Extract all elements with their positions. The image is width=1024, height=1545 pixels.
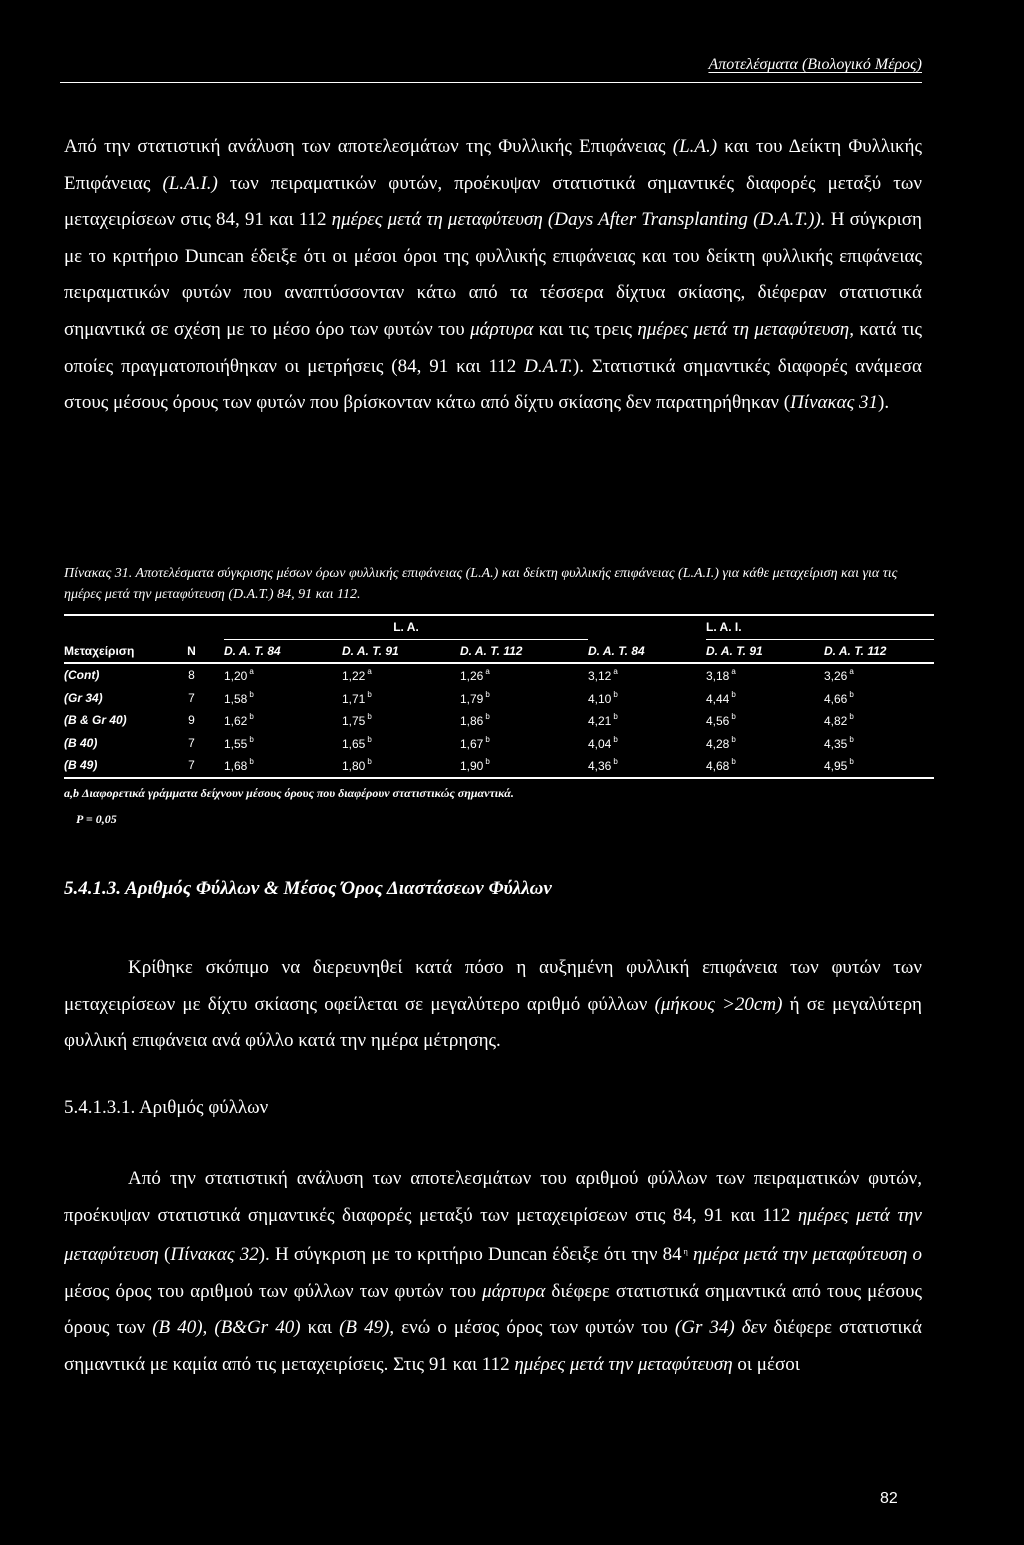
paragraph-leaf-number-intro	[64, 950, 922, 1060]
text: ). Η σύγκριση με το κριτήριο Duncan έδειξε ότι την 84	[258, 1244, 682, 1266]
letter: a	[849, 667, 854, 677]
column-header: D. A. T. 84	[588, 639, 706, 663]
cell	[588, 709, 706, 732]
value: 3,26	[824, 669, 848, 684]
cell	[824, 732, 934, 755]
row-n: 7	[188, 690, 195, 705]
text: διέφερε στατιστικά σημαντικά από τους μέσους όρους των	[64, 1280, 922, 1339]
text: διέφερε στατιστικά σημαντικά με καμία από τις μεταχειρίσεις. Στις 91 και 112	[64, 1317, 922, 1375]
column-header: D. A. T. 91	[342, 639, 460, 663]
value: 1,79	[460, 691, 484, 706]
cell	[588, 663, 706, 687]
text: Η σύγκριση με το κριτήριο Duncan έδειξε ότι οι μέσοι όροι της φυλλικής επιφάνειας και του δείκτη φυλλικής επιφάνειας πειραματικών φυτών που αναπτύσσονταν κάτω από τα τέσσερα δίχτυα σκίασης, διέφεραν στατιστικά σημαντικά σε σχέση με το μέσο όρο των φυτών του	[64, 209, 922, 340]
table-row	[64, 732, 934, 755]
row-treatment: (B 40)	[64, 735, 98, 750]
value: 4,21	[588, 714, 612, 729]
row-n: 9	[188, 713, 195, 728]
cell	[342, 732, 460, 755]
ordinal: η	[683, 1247, 688, 1257]
text: Κρίθηκε σκόπιμο να διερευνηθεί κατά πόσο η αυξημένη φυλλική επιφάνεια των φυτών των μεταχειρίσεων με δίχτυ σκίασης οφείλεται σε μεγαλύτερο αριθμό φύλλων	[64, 957, 922, 1015]
letter: b	[367, 734, 372, 744]
paragraph-leaf-area-results	[64, 129, 922, 422]
text: (μήκους >20cm)	[654, 993, 783, 1015]
text: ημέρες μετά τη μεταφύτευση	[637, 318, 850, 340]
text: D.A.T.	[524, 355, 573, 377]
value: 4,44	[706, 691, 730, 706]
letter: b	[849, 712, 854, 722]
table-row	[64, 754, 934, 778]
column-header-n: N	[159, 639, 224, 663]
text: (L.A.)	[672, 136, 718, 157]
letter: a	[367, 667, 372, 677]
value: 1,65	[342, 736, 366, 751]
row-treatment: (Gr 34)	[64, 690, 103, 705]
column-header: D. A. T. 112	[460, 639, 588, 663]
text: (	[158, 1244, 171, 1266]
letter: b	[613, 689, 618, 699]
cell	[460, 732, 588, 755]
value: 1,26	[460, 669, 484, 684]
cell	[824, 663, 934, 687]
row-n: 7	[159, 754, 224, 778]
row-n: 7	[188, 735, 195, 750]
table-group-header	[64, 615, 934, 639]
letter: b	[249, 757, 254, 767]
value: 1,71	[342, 691, 366, 706]
table-row	[64, 709, 934, 732]
text: Από την στατιστική ανάλυση των αποτελεσμάτων της Φυλλικής Επιφάνειας	[64, 136, 673, 157]
text: , κατά τις οποίες πραγματοποιήθηκαν οι μετρήσεις (84, 91 και 112	[64, 318, 922, 377]
value: 4,82	[824, 714, 848, 729]
value: 4,10	[588, 691, 612, 706]
letter: a	[613, 667, 618, 677]
cell	[342, 663, 460, 687]
caption-label: Πίνακας 31.	[64, 566, 133, 581]
value: 1,67	[460, 736, 484, 751]
value: 1,58	[224, 691, 248, 706]
results-table	[64, 614, 934, 779]
text: και τις τρεις	[533, 318, 638, 340]
column-header: D. A. T. 84	[224, 639, 342, 663]
note-significance: a,b Διαφορετικά γράμματα δείχνουν μέσους όρους που διαφέρουν στατιστικώς σημαντικά.	[64, 786, 514, 800]
text: ημέρες μετά την μεταφύτευση	[64, 1204, 922, 1266]
cell	[460, 687, 588, 710]
cell	[342, 687, 460, 710]
text: ημέρα μετά την μεταφύτευση ο	[693, 1244, 923, 1266]
letter: b	[485, 757, 490, 767]
cell	[460, 709, 588, 732]
letter: a	[249, 667, 254, 677]
letter: b	[613, 734, 618, 744]
text: (B 40), (B&Gr 40)	[152, 1317, 301, 1339]
letter: b	[367, 757, 372, 767]
letter: b	[367, 689, 372, 699]
letter: b	[731, 712, 736, 722]
text: (L.A.I.)	[162, 172, 218, 194]
value: 3,18	[706, 669, 730, 684]
value: 1,75	[342, 714, 366, 729]
row-treatment: (B & Gr 40)	[64, 713, 127, 728]
value: 1,86	[460, 714, 484, 729]
cell	[588, 687, 706, 710]
value: 1,55	[224, 736, 248, 751]
text: Πίνακας 32	[170, 1244, 259, 1266]
text: ή σε μεγαλύτερη φυλλική επιφάνεια ανά φύλλο κατά την ημέρα μέτρησης.	[64, 993, 922, 1052]
letter: b	[849, 734, 854, 744]
table-row	[64, 687, 934, 710]
cell	[706, 687, 824, 710]
value: 4,36	[588, 759, 612, 774]
text: και	[300, 1317, 340, 1339]
letter: b	[613, 712, 618, 722]
page-number: 82	[880, 1490, 898, 1507]
letter: a	[731, 667, 736, 677]
letter: b	[485, 712, 490, 722]
cell	[460, 663, 588, 687]
table-caption	[64, 563, 922, 605]
letter: b	[731, 689, 736, 699]
header-rule	[60, 82, 922, 83]
running-header: Αποτελέσματα (Βιολογικό Μέρος)	[708, 56, 922, 73]
text: οι μέσοι	[732, 1353, 800, 1375]
text: και του Δείκτη Φυλλικής Επιφάνειας	[64, 136, 922, 194]
cell	[824, 754, 934, 778]
letter: b	[849, 689, 854, 699]
cell	[460, 754, 588, 778]
column-header: D. A. T. 112	[824, 639, 934, 663]
section-heading: 5.4.1.3. Αριθμός Φύλλων & Μέσος Όρος Διαστάσεων Φύλλων	[64, 878, 552, 899]
text: μέσος όρος του αριθμού των φύλλων των φυτών του	[64, 1280, 483, 1302]
value: 4,66	[824, 691, 848, 706]
letter: b	[367, 712, 372, 722]
letter: b	[731, 757, 736, 767]
column-header-treatment: Μεταχείριση	[64, 639, 159, 663]
cell	[706, 754, 824, 778]
value: 4,35	[824, 736, 848, 751]
caption-text: Αποτελέσματα σύγκρισης μέσων όρων φυλλικής επιφάνειας (L.A.) και δείκτη φυλλικής επιφάνειας (L.A.I.) για κάθε μεταχείριση και για τις ημέρες μετά την μεταφύτευση (D.A.T.) 84, 91 και 112.	[64, 566, 898, 602]
cell	[706, 663, 824, 687]
cell	[224, 732, 342, 755]
text: ). Στατιστικά σημαντικές διαφορές ανάμεσα στους μέσους όρους των φυτών που βρίσκονταν κάτω από δίχτυ σκίασης δεν παρατηρήθηκαν (	[64, 355, 922, 414]
letter: a	[485, 667, 490, 677]
value: 4,95	[824, 759, 848, 774]
subheading-text: 5.4.1.3.1. Αριθμός φύλλων	[64, 1097, 269, 1118]
cell	[224, 754, 342, 778]
text: ημέρες μετά την μεταφύτευση	[514, 1353, 733, 1375]
value: 3,12	[588, 669, 612, 684]
cell	[588, 754, 706, 778]
value: 4,68	[706, 759, 730, 774]
text: ημέρες μετά τη μεταφύτευση (Days After Transplanting (D.A.T.)).	[331, 209, 826, 231]
value: 1,80	[342, 759, 366, 774]
letter: b	[849, 757, 854, 767]
cell	[824, 709, 934, 732]
text: Πίνακας 31	[790, 392, 879, 414]
row-n: 8	[188, 668, 195, 683]
cell	[342, 709, 460, 732]
letter: b	[249, 734, 254, 744]
cell	[824, 687, 934, 710]
cell	[588, 732, 706, 755]
paragraph-leaf-number-results	[64, 1161, 922, 1384]
value: 4,28	[706, 736, 730, 751]
value: 1,20	[224, 669, 248, 684]
subsection-heading	[64, 1090, 922, 1127]
letter: b	[731, 734, 736, 744]
table-column-header	[64, 639, 934, 663]
cell	[342, 754, 460, 778]
value: 4,04	[588, 736, 612, 751]
row-treatment: (Cont)	[64, 668, 100, 683]
text: μάρτυρα	[470, 318, 534, 340]
letter: b	[485, 734, 490, 744]
row-treatment: (B 49)	[64, 754, 159, 778]
text: των πειραματικών φυτών, προέκυψαν στατιστικά σημαντικές διαφορές μεταξύ των μεταχειρίσεων στις 84, 91 και 112	[64, 172, 922, 231]
value: 4,56	[706, 714, 730, 729]
group-header-lai: L. A. I.	[706, 615, 934, 639]
cell	[224, 687, 342, 710]
value: 1,22	[342, 669, 366, 684]
text: , ενώ ο μέσος όρος των φυτών του	[389, 1317, 675, 1339]
cell	[706, 709, 824, 732]
table-notes	[64, 780, 514, 832]
letter: b	[613, 757, 618, 767]
letter: b	[485, 689, 490, 699]
cell	[706, 732, 824, 755]
text: ).	[878, 392, 890, 414]
group-header-la: L. A.	[224, 615, 588, 639]
text: (Gr 34) δεν	[674, 1317, 767, 1339]
text: μάρτυρα	[482, 1280, 546, 1302]
value: 1,62	[224, 714, 248, 729]
text: Από την στατιστική ανάλυση των αποτελεσμάτων του αριθμού φύλλων των πειραματικών φυτών, προέκυψαν στατιστικά σημαντικές διαφορές μεταξύ των μεταχειρίσεων στις 84, 91 και 112	[64, 1168, 922, 1226]
cell	[224, 709, 342, 732]
table-row	[64, 663, 934, 687]
letter: b	[249, 712, 254, 722]
value: 1,90	[460, 759, 484, 774]
text: (B 49)	[339, 1317, 390, 1339]
cell	[224, 663, 342, 687]
letter: b	[249, 689, 254, 699]
column-header: D. A. T. 91	[706, 639, 824, 663]
value: 1,68	[224, 759, 248, 774]
note-p-value: P = 0,05	[76, 812, 117, 826]
